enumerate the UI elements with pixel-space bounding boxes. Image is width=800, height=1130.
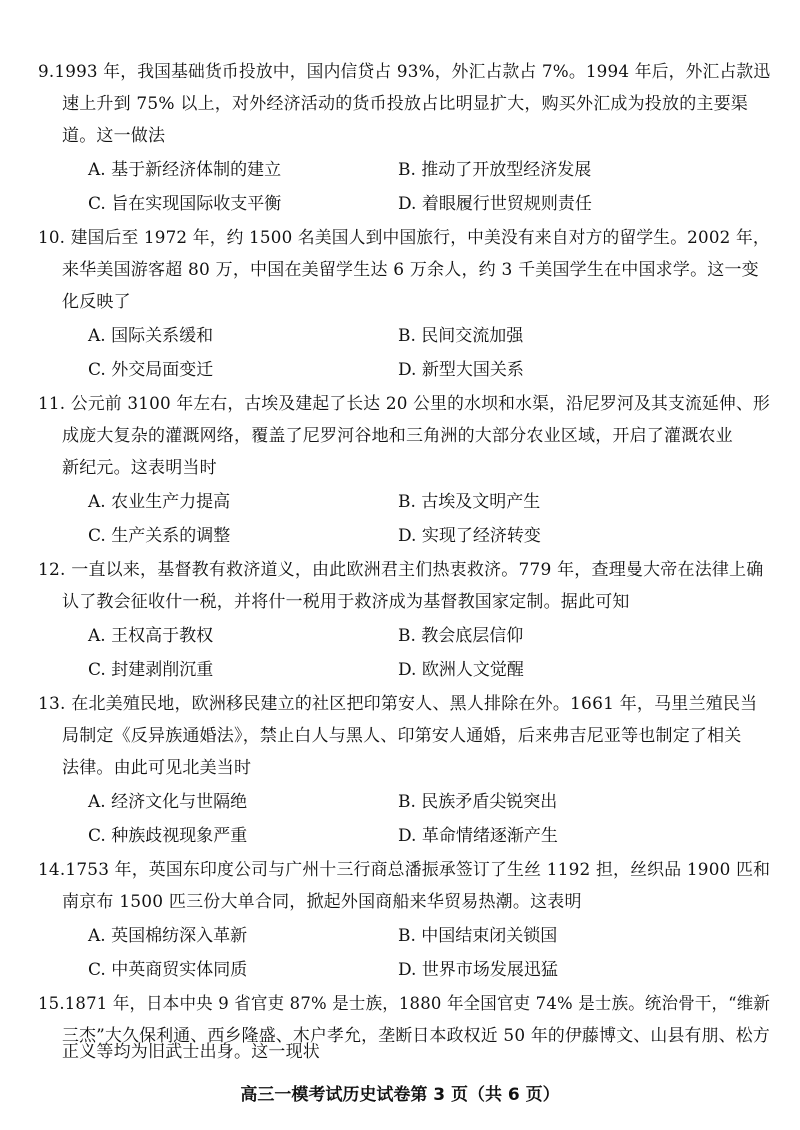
option-c: C. 旨在实现国际收支平衡 [88,194,282,214]
option-d: D. 实现了经济转变 [398,526,541,546]
option-a: A. 经济文化与世隔绝 [88,792,248,812]
question-line: 来华美国游客超 80 万，中国在美留学生达 6 万余人，约 3 千美国学生在中国求学。这一变 [62,260,759,280]
question-line: 化反映了 [62,292,131,312]
option-c: C. 封建剥削沉重 [88,660,214,680]
option-d: D. 革命情绪逐渐产生 [398,826,558,846]
question-line: 速上升到 75% 以上，对外经济活动的货币投放占比明显扩大，购买外汇成为投放的主要渠 [62,94,748,114]
option-b: B. 教会底层信仰 [398,626,524,646]
question-line: 13. 在北美殖民地，欧洲移民建立的社区把印第安人、黑人排除在外。1661 年，马里兰殖民当 [38,694,758,714]
question-line: 新纪元。这表明当时 [62,458,217,478]
question-line: 局制定《反异族通婚法》，禁止白人与黑人、印第安人通婚，后来弗吉尼亚等也制定了相关 [62,726,742,746]
option-b: B. 民间交流加强 [398,326,524,346]
option-c: C. 中英商贸实体同质 [88,960,248,980]
option-d: D. 欧洲人文觉醒 [398,660,524,680]
option-b: B. 古埃及文明产生 [398,492,541,512]
option-d: D. 新型大国关系 [398,360,524,380]
option-c: C. 种族歧视现象严重 [88,826,248,846]
question-line: 南京布 1500 匹三份大单合同，掀起外国商船来华贸易热潮。这表明 [62,892,582,912]
option-a: A. 国际关系缓和 [88,326,214,346]
option-b: B. 推动了开放型经济发展 [398,160,592,180]
question-line: 成庞大复杂的灌溉网络，覆盖了尼罗河谷地和三角洲的大部分农业区域，开启了灌溉农业 [62,426,733,446]
question-line: 认了教会征收什一税，并将什一税用于救济成为基督教国家定制。据此可知 [62,592,630,612]
question-line: 正义等均为旧武士出身。这一现状 [62,1042,320,1062]
option-a: A. 英国棉纺深入革新 [88,926,248,946]
question-line: 三杰”大久保利通、西乡隆盛、木户孝允，垄断日本政权近 50 年的伊藤博文、山县有朋、松方 [62,1026,770,1046]
question-line: 12. 一直以来，基督教有救济道义，由此欧洲君主们热衷救济。779 年，查理曼大帝在法律上确 [38,560,764,580]
option-a: A. 农业生产力提高 [88,492,231,512]
question-line: 道。这一做法 [62,126,166,146]
question-line: 15.1871 年，日本中央 9 省官吏 87% 是士族，1880 年全国官吏 74% 是士族。统治骨干，“维新 [38,994,771,1014]
option-b: B. 民族矛盾尖锐突出 [398,792,558,812]
option-a: A. 王权高于教权 [88,626,214,646]
question-line: 11. 公元前 3100 年左右，古埃及建起了长达 20 公里的水坝和水渠，沿尼罗河及其支流延伸、形 [38,394,770,414]
option-c: C. 生产关系的调整 [88,526,231,546]
option-d: D. 世界市场发展迅猛 [398,960,558,980]
question-line: 10. 建国后至 1972 年，约 1500 名美国人到中国旅行，中美没有来自对方的留学生。2002 年， [38,228,770,248]
option-a: A. 基于新经济体制的建立 [88,160,282,180]
option-b: B. 中国结束闭关锁国 [398,926,558,946]
option-d: D. 着眼履行世贸规则责任 [398,194,592,214]
page-footer: 高三一模考试历史试卷第 3 页（共 6 页） [240,1085,560,1105]
question-line: 法律。由此可见北美当时 [62,758,252,778]
option-c: C. 外交局面变迁 [88,360,214,380]
question-line: 14.1753 年，英国东印度公司与广州十三行商总潘振承签订了生丝 1192 担，丝织品 1900 匹和 [38,860,771,880]
question-line: 9.1993 年，我国基础货币投放中，国内信贷占 93%，外汇占款占 7%。1994 年后，外汇占款迅 [38,62,771,82]
